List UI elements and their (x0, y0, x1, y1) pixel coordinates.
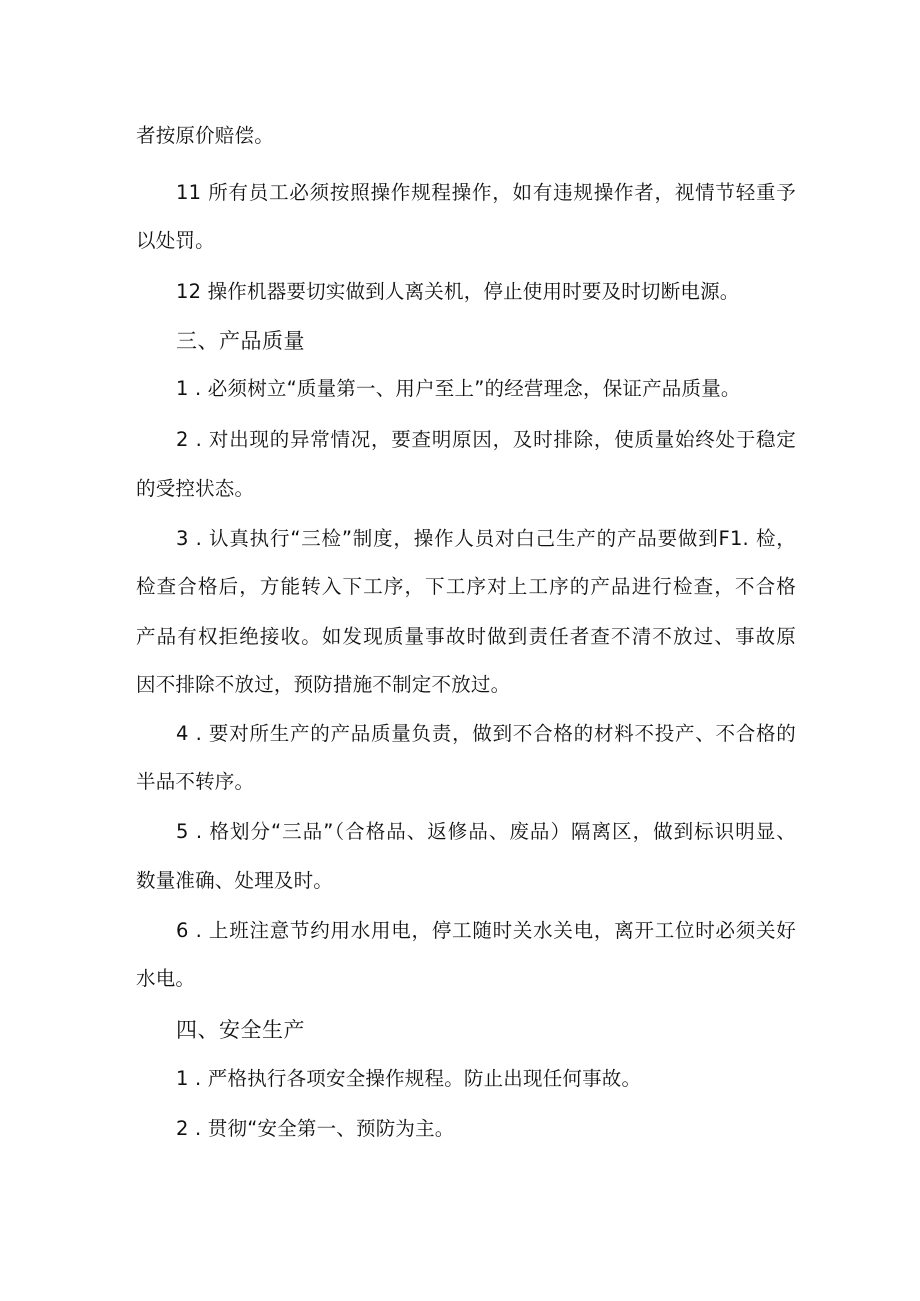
paragraph-line: 者按原价赔偿。 (136, 124, 274, 147)
paragraph-line: 因不排除不放过，预防措施不制定不放过。 (136, 673, 511, 696)
paragraph-line: 水电。 (136, 967, 196, 990)
paragraph-line: 1 . 严格执行各项安全操作规程。防止出现任何事故。 (176, 1067, 642, 1090)
section-heading: 三、产品质量 (176, 329, 305, 353)
paragraph-line: 数量准确、处理及时。 (136, 869, 334, 892)
paragraph-line: 半品不转序。 (136, 770, 255, 793)
paragraph-line: 6 . 上班注意节约用水用电，停工随时关水关电，离开工位时必须关好 (176, 919, 796, 942)
paragraph-line: 以处罚。 (136, 229, 215, 252)
paragraph-line: 2 . 贯彻“安全第一、预防为主。 (176, 1117, 455, 1140)
paragraph-line: 的受控状态。 (136, 477, 255, 500)
paragraph-line: 1 . 必须树立“质量第一、用户至上”的经营理念，保证产品质量。 (176, 377, 741, 400)
section-heading: 四、安全生产 (176, 1018, 305, 1042)
paragraph-line: 产品有权拒绝接收。如发现质量事故时做到责任者查不清不放过、事故原 (136, 625, 796, 648)
paragraph-line: 2 . 对出现的异常情况，要查明原因，及时排除，使质量始终处于稳定 (176, 428, 796, 451)
paragraph-line: 5 . 格划分“三品”（合格品、返修品、废品）隔离区，做到标识明显、 (176, 820, 796, 843)
paragraph-line: 3 . 认真执行“三检”制度，操作人员对白己生产的产品要做到F1. 检， (176, 527, 796, 550)
paragraph-line: 11 所有员工必须按照操作规程操作，如有违规操作者，视情节轻重予 (176, 181, 796, 204)
paragraph-line: 4 . 要对所生产的产品质量负责，做到不合格的材料不投产、不合格的 (176, 722, 796, 745)
paragraph-line: 12 操作机器要切实做到人离关机，停止使用时要及时切断电源。 (176, 280, 740, 303)
paragraph-line: 检查合格后，方能转入下工序，下工序对上工序的产品进行检查，不合格 (136, 575, 796, 598)
